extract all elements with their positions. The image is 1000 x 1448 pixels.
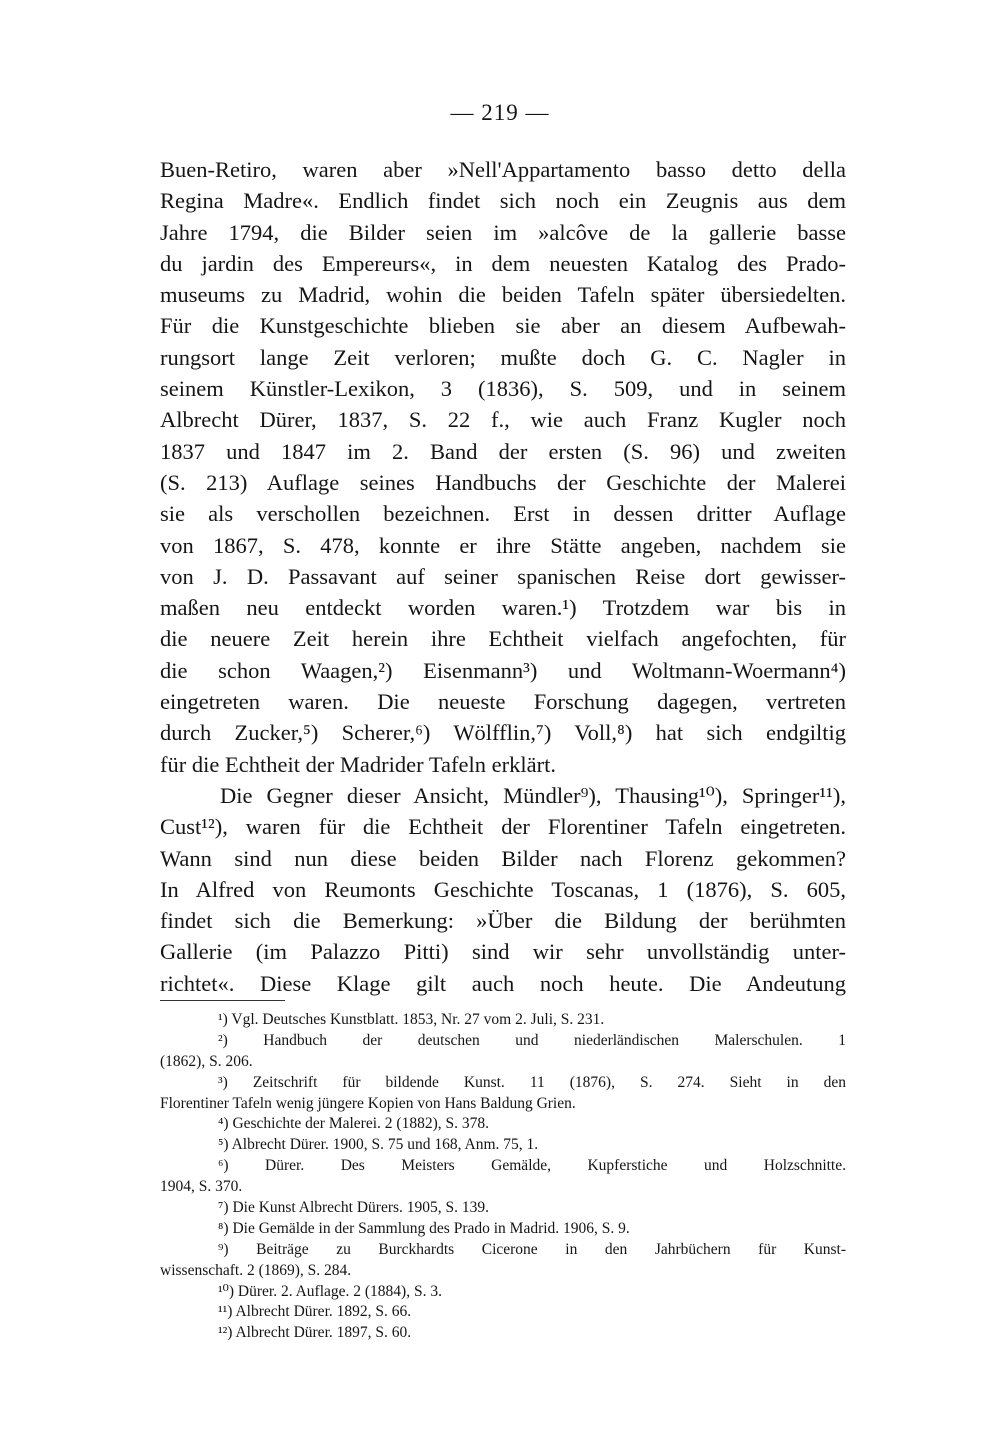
text-line: von 1867, S. 478, konnte er ihre Stätte angeben, nachdem sie — [160, 532, 846, 558]
footnote-line: ¹) Vgl. Deutsches Kunstblatt. 1853, Nr. 27 vom 2. Juli, S. 231. — [218, 1011, 605, 1028]
text-line: Cust¹²), waren für die Echtheit der Florentiner Tafeln eingetreten. — [160, 814, 846, 840]
text-line: (S. 213) Auflage seines Handbuchs der Geschichte der Malerei — [160, 469, 846, 495]
footnote-line: ⁷) Die Kunst Albrecht Dürers. 1905, S. 139. — [218, 1199, 490, 1217]
footnote-line: 1904, S. 370. — [160, 1178, 243, 1196]
footnote-line: ¹²) Albrecht Dürer. 1897, S. 60. — [218, 1324, 412, 1342]
text-line: Wann sind nun diese beiden Bilder nach Florenz gekommen? — [160, 845, 846, 871]
text-line: von J. D. Passavant auf seiner spanischen Reise dort gewisser- — [160, 563, 846, 589]
text-line: die neuere Zeit herein ihre Echtheit vielfach angefochten, für — [160, 626, 846, 652]
text-line: sie als verschollen bezeichnen. Erst in dessen dritter Auflage — [160, 501, 846, 527]
footnote-line: ³) Zeitschrift für bildende Kunst. 11 (1876), S. 274. Sieht in den — [218, 1073, 846, 1091]
footnote-line: ¹⁰) Dürer. 2. Auflage. 2 (1884), S. 3. — [218, 1282, 442, 1300]
text-line: Albrecht Dürer, 1837, S. 22 f., wie auch Franz Kugler noch — [160, 407, 846, 433]
footnote-line: wissenschaft. 2 (1869), S. 284. — [160, 1261, 352, 1279]
text-line: Für die Kunstgeschichte blieben sie aber an diesem Aufbewah- — [160, 313, 846, 339]
footnote-line: ⁶) Dürer. Des Meisters Gemälde, Kupferstiche und Holzschnitte. — [218, 1157, 846, 1175]
text-line: eingetreten waren. Die neueste Forschung dagegen, vertreten — [160, 689, 846, 715]
text-line: Die Gegner dieser Ansicht, Mündler⁹), Thausing¹⁰), Springer¹¹), — [220, 782, 846, 808]
footnotes — [160, 1010, 846, 1344]
footnote-line: Florentiner Tafeln wenig jüngere Kopien von Hans Baldung Grien. — [160, 1094, 576, 1112]
text-line: maßen neu entdeckt worden waren.¹) Trotzdem war bis in — [160, 595, 846, 621]
text-line: du jardin des Empereurs«, in dem neuesten Katalog des Prado- — [160, 250, 846, 276]
text-line: für die Echtheit der Madrider Tafeln erklärt. — [160, 751, 556, 777]
text-line: die schon Waagen,²) Eisenmann³) und Woltmann-Woermann⁴) — [160, 657, 846, 683]
main-text — [160, 154, 846, 999]
footnote-line: ²) Handbuch der deutschen und niederländischen Malerschulen. 1 — [218, 1031, 846, 1049]
text-line: Jahre 1794, die Bilder seien im »alcôve de la gallerie basse — [160, 219, 846, 245]
footnote-rule — [160, 1000, 285, 1001]
text-line: Regina Madre«. Endlich findet sich noch ein Zeugnis aus dem — [160, 188, 846, 214]
page-number: — 219 — — [450, 100, 550, 125]
footnote-line: ⁹) Beiträge zu Burckhardts Cicerone in den Jahrbüchern für Kunst- — [218, 1240, 846, 1258]
text-line: findet sich die Bemerkung: »Über die Bildung der berühmten — [160, 908, 846, 934]
text-line: Gallerie (im Palazzo Pitti) sind wir sehr unvollständig unter- — [160, 939, 846, 965]
footnote-line: ⁵) Albrecht Dürer. 1900, S. 75 und 168, Anm. 75, 1. — [218, 1136, 539, 1154]
text-line: In Alfred von Reumonts Geschichte Toscanas, 1 (1876), S. 605, — [160, 876, 846, 902]
text-line: Buen-Retiro, waren aber »Nell'Appartamento basso detto della — [160, 157, 846, 182]
text-line: museums zu Madrid, wohin die beiden Tafeln später übersiedelten. — [160, 282, 846, 308]
footnote-line: ¹¹) Albrecht Dürer. 1892, S. 66. — [218, 1303, 412, 1321]
text-line: durch Zucker,⁵) Scherer,⁶) Wölfflin,⁷) Voll,⁸) hat sich endgiltig — [160, 720, 846, 746]
footnote-line: (1862), S. 206. — [160, 1052, 253, 1070]
text-line: richtet«. Diese Klage gilt auch noch heute. Die Andeutung — [160, 970, 846, 996]
text-line: rungsort lange Zeit verloren; mußte doch G. C. Nagler in — [160, 344, 846, 370]
footnote-line: ⁸) Die Gemälde in der Sammlung des Prado in Madrid. 1906, S. 9. — [218, 1219, 630, 1237]
text-line: 1837 und 1847 im 2. Band der ersten (S. 96) und zweiten — [160, 438, 846, 464]
text-line: seinem Künstler-Lexikon, 3 (1836), S. 509, und in seinem — [160, 376, 846, 402]
footnote-line: ⁴) Geschichte der Malerei. 2 (1882), S. 378. — [218, 1115, 489, 1133]
